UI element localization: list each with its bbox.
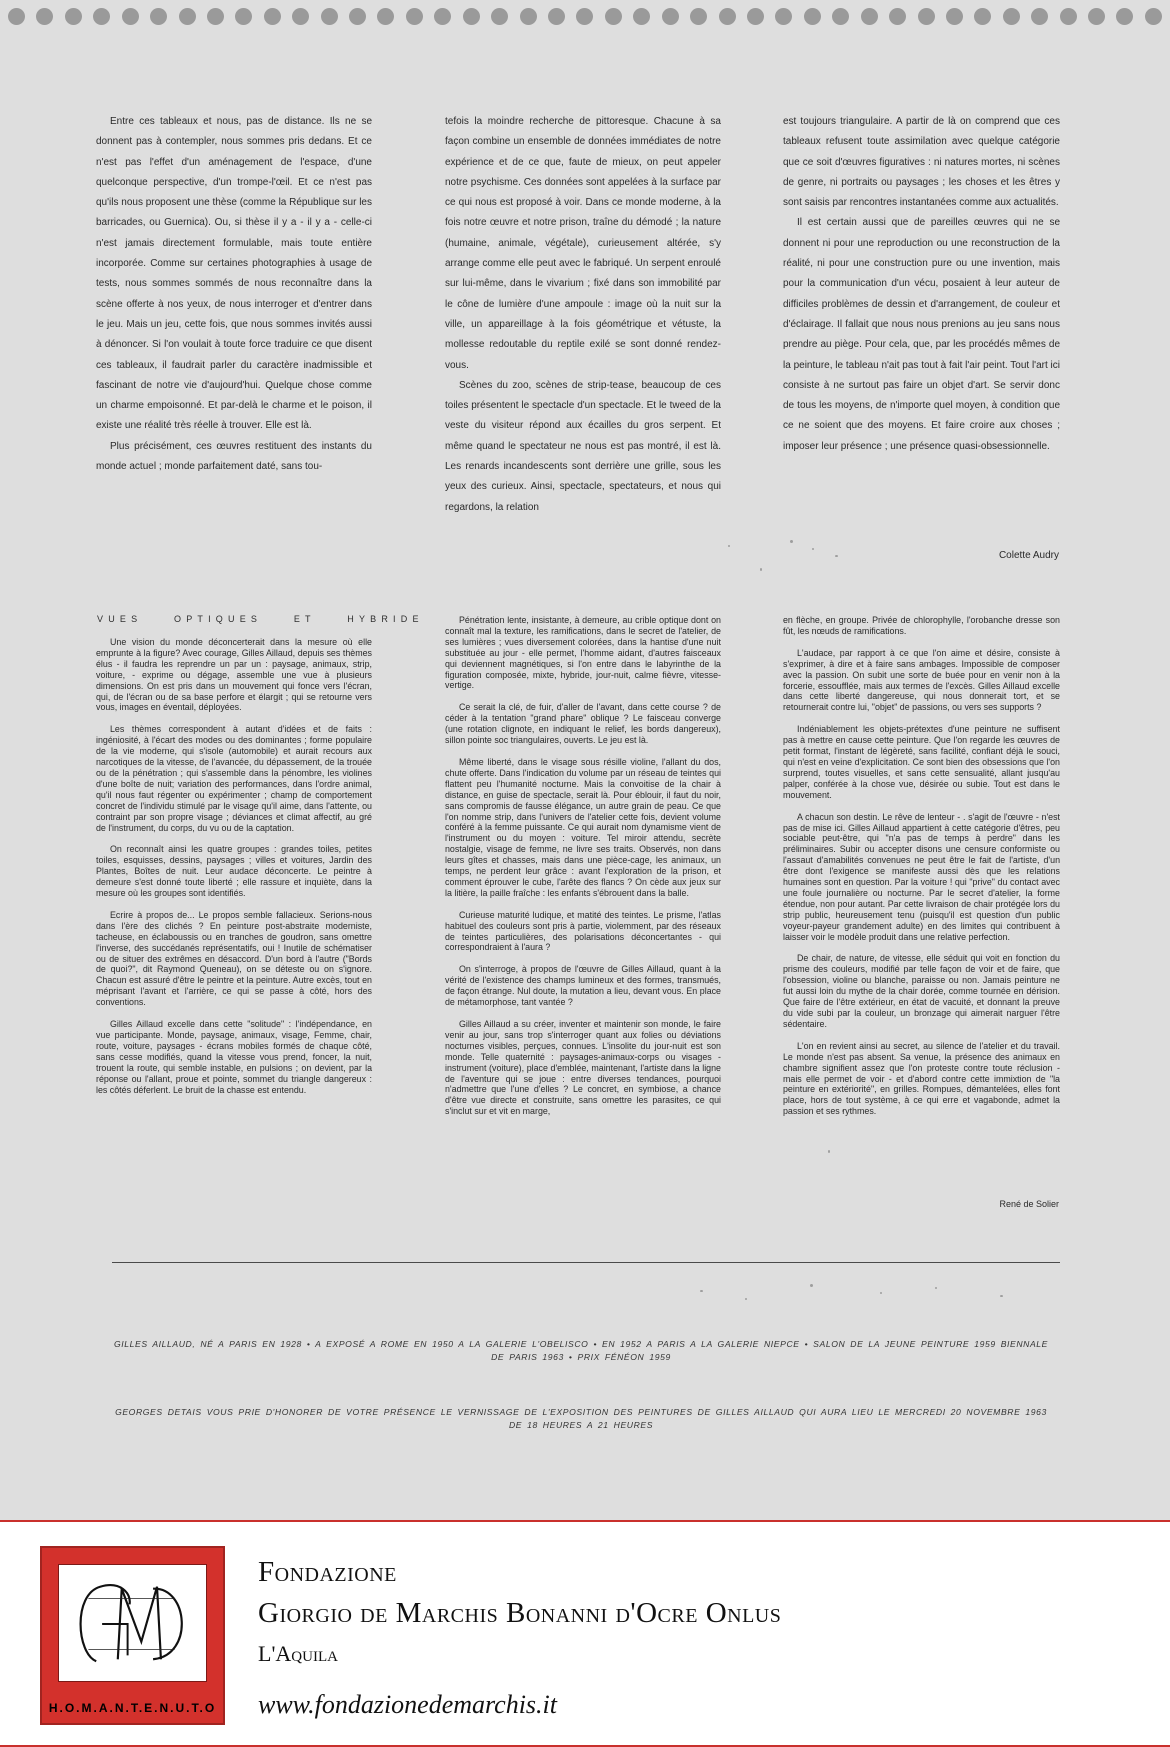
binder-hole: [1116, 8, 1133, 25]
paragraph: tefois la moindre recherche de pittoresque. Chacune à sa façon combine un ensemble de données immédiates de notre expérience et de ce que, faute de mieux, on peut appeler notre psychisme. Ces données sont appelées à la surface par ce qui nous est proposé à voir. Dans ce monde moderne, à la fois notre œuvre et notre prison, traîne du démodé ; la nature (humaine, animale, végétale), curieusement altérée, s'y arrange comme elle peut avec le fabriqué. Un serpent enroulé sur lui-même, dans le vivarium ; fixé dans son immobilité par le cône de lumière d'une ampoule : image où la nuit sur la ville, un appareillage à la fois géométrique et vétuste, la mollesse redoutable du reptile exilé se sont donné rendez-vous.: [445, 116, 721, 371]
vernissage-invitation: GEORGES DETAIS VOUS PRIE D'HONORER DE VOTRE PRÉSENCE LE VERNISSAGE DE L'EXPOSITION DES PEINTURES DE GILLES AILLAUD QUI AURA LIEU LE MERCREDI 20 NOVEMBRE 1963 DE 18 HEURES A 21 HEURES: [115, 1407, 1047, 1430]
binder-hole: [406, 8, 423, 25]
binder-hole: [974, 8, 991, 25]
binder-hole: [520, 8, 537, 25]
binder-hole: [150, 8, 167, 25]
signature-colette-audry: Colette Audry: [998, 550, 1059, 561]
org-name-line1: Fondazione: [258, 1556, 397, 1588]
org-name-line2: Giorgio de Marchis Bonanni d'Ocre Onlus: [258, 1597, 782, 1629]
binder-hole: [804, 8, 821, 25]
signature-rene-de-solier: René de Solier: [999, 1199, 1059, 1209]
paragraph: Ce serait la clé, de fuir, d'aller de l'avant, dans cette course ? de céder à la tentation "grand phare" oblique ? Le faisceau converge (une rotation clignote, en indiquant le relief, les bords dangereux), sillon pointe soc triangulaires, ouverts. Le jeu est là.: [445, 702, 721, 746]
paragraph: L'audace, par rapport à ce que l'on aime et désire, consiste à s'exprimer, à dire et à faire sans ambages. Impossible de composer avec la passion. On subit une sorte de buée pour en venir non à la forcerie, essoufflée, mais aux termes de l'excès. Gilles Aillaud excelle dans cette liberté dangereuse, qui nous donnerait tort, et se retournerait contre lui, "objet" de passions, ou vers ses supports ?: [783, 647, 1060, 713]
paragraph: Curieuse maturité ludique, et matité des teintes. Le prisme, l'atlas habituel des couleurs sont pris à partie, violemment, par des réseaux de teintes particulières, des polarisations déconcertantes - qui correspondraient à l'aura ?: [445, 909, 721, 953]
paragraph: Une vision du monde déconcerterait dans la mesure où elle emprunte à la figure? Avec courage, Gilles Aillaud, depuis ses thèmes élus - il faudra les reprendre un par un : paysage, animaux, strip, voiture, - exprime ou dégage, assemble une vue à plusieurs dimensions. On est pris dans un mouvement qui fonce vers l'écran, qui, de l'écran ou de sa base perfore et élargit ; qui se retourne vers vous, images en éventail, déployées.: [96, 637, 372, 713]
binder-hole: [719, 8, 736, 25]
paragraph: A chacun son destin. Le rêve de lenteur - . s'agit de l'œuvre - n'est pas de mise ici. Gilles Aillaud appartient à cette catégorie d'êtres, peu sociable peut-être, qui "n'a pas de temps à perdre" dans les préliminaires. Subir ou accepter disons une censure conformiste ou l'assaut d'amabilités convenues ne peut être le fait de l'artiste, d'un être dont l'exigence se manifeste aussi dès que les relations humaines sont en question. Par la voiture ! qui "prive" du contact avec une foule journalière ou nocturne. Par le secret d'atelier, la forme étendue, non pour autant. Par cette livraison de chair protégée lors du strip public, heureusement tenu (puisqu'il est question d'un public voyeur-payeur grandement adulte) en des limites qui contribuent à laisser voir le modèle produit dans une relative perfection.: [783, 811, 1060, 942]
paragraph: Plus précisément, ces œuvres restituent des instants du monde actuel ; monde parfaitement daté, sans tou-: [96, 440, 372, 473]
website-link[interactable]: www.fondazionedemarchis.it: [258, 1690, 557, 1719]
paragraph: en flèche, en groupe. Privée de chlorophylle, l'orobanche dresse son fût, les nœuds de ramifications.: [783, 615, 1060, 636]
paragraph: On reconnaît ainsi les quatre groupes : grandes toiles, petites toiles, esquisses, dessins, paysages ; villes et voitures, Jardin des Plantes, Boîtes de nuit. Leur audace déconcerte. Le peintre à demeure s'est donné toute liberté ; elle rassure et inquiète, dans la mesure où les groupes sont identifiés.: [96, 844, 372, 899]
binder-hole: [946, 8, 963, 25]
binder-hole: [1060, 8, 1077, 25]
paragraph: L'on en revient ainsi au secret, au silence de l'atelier et du travail. Le monde n'est pas absent. Sa venue, la présence des animaux en chambre signifient assez que l'on proteste contre toute réclusion - mais elle permet de voir - et d'abord contre cette immixtion de "la peinture en extériorité", en grilles. Rompues, démantelées, elles font place, hors de tout système, à ce qui erre et vagabonde, admet la passion et ses rythmes.: [783, 1040, 1060, 1117]
artist-biography: GILLES AILLAUD, NÉ A PARIS EN 1928 • A EXPOSÉ A ROME EN 1950 A LA GALERIE L'OBELISCO • EN 1952 A PARIS A LA GALERIE NIEPCE • SALON DE LA JEUNE PEINTURE 1959 BIENNALE DE PARIS 1963 • PRIX FÉNÉON 1959: [113, 1339, 1049, 1362]
binder-hole: [434, 8, 451, 25]
paragraph: Pénétration lente, insistante, à demeure, au crible optique dont on connaît mal la texture, les ramifications, dans le secret de l'atelier, de ses lumières ; vues diversement colorées, dans la hantise d'une nuit substituée au jour - elle permet, l'homme aidant, d'autres faisceaux qui deviennent magnétiques, si l'on entre dans le labyrinthe de la figuration composée, mixte, hybride, jour-nuit, calme fièvre, vitesse-vertige.: [445, 615, 721, 691]
binder-hole: [747, 8, 764, 25]
foundation-footer: [0, 1520, 1170, 1747]
binder-hole: [633, 8, 650, 25]
paragraph: Gilles Aillaud excelle dans cette "solitude" : l'indépendance, en vue participante. Monde, paysage, animaux, visage, Femme, chair, route, voiture, paysages - écrans mobiles formés de chaque côté, sans cesse modifiés, quand la vitesse vous prend, foncer, la nuit, trouent la route, qui semble instable, en pulsions ; on devient, par la réponse ou l'allant, proue et pointe, sommet du triangle dangereux : les côtés déferlent. Le bruit de la chasse est entendu.: [96, 1019, 372, 1095]
binder-hole: [1088, 8, 1105, 25]
binder-hole: [349, 8, 366, 25]
paragraph: Même liberté, dans le visage sous résille violine, l'allant du dos, chute offerte. Dans l'indication du volume par un réseau de teintes qui flattent peu l'humanité nocturne. Mais la convoitise de la chair à distance, en guise de spectacle, serait là. Pour éblouir, il faut du noir, sans compromis de fausse élégance, un autre grain de peau. Ce que l'on nomme strip, dans l'univers de l'atelier cette fois, devient volume conféré à la femme puissante. Ce qui aurait nom dynamisme vient de l'instrument ou du moyen : voiture. Tel miroir attendu, secrète nostalgie, visage de femme, ne livre ses traits. Observés, non dans leurs gîtes et chasses, mais dans une pièce-cage, les animaux, un temps, ne perdent leur grâce : avant l'exploration de la prison, et comment éprouver le cube, l'arête des flancs ? On cède aux jeux sur la litière, la paille fraîche : les enfants s'ébrouent dans la balle.: [445, 756, 721, 898]
binder-hole: [235, 8, 252, 25]
binder-hole: [1145, 8, 1162, 25]
binder-hole: [36, 8, 53, 25]
paragraph: Ecrire à propos de... Le propos semble fallacieux. Serions-nous dans l'ère des clichés ? En peinture post-abstraite moderniste, tacheuse, en éclaboussis ou en tranches de goudron, sans omettre l'inverse, des succédanés représentatifs, oui ! Inutile de schématiser ou de situer des extrêmes en désaccord. D'un bord à l'autre ("Bords de quoi?", dit Raymond Queneau), on se déteste ou on s'ignore. Chacun est assuré d'être le peintre et la peinture. Autre excès, tout en méprisant l'avant et l'arrière, ce qui se passe à côté, hors des conventions.: [96, 909, 372, 1008]
monogram-icon: [58, 1564, 207, 1682]
divider: [112, 1262, 1060, 1263]
paragraph: Indéniablement les objets-prétextes d'une peinture ne suffisent pas à mettre en cause cette peinture. Que l'on regarde les œuvres de petit format, l'instant de légèreté, sans facilité, confiant déjà le souci, qui n'est en veine d'explicitation. Ce sont bien des obsessions que l'on surprend, toutes visuelles, et sans cette sensualité, allant jusqu'au palper, conférée à la chose vue, désirée ou subie. Tout est dans le mouvement.: [783, 724, 1060, 800]
paragraph: Les thèmes correspondent à autant d'idées et de faits : ingéniosité, à l'écart des modes ou des dominantes ; forme populaire de la vie moderne, qui s'isole (automobile) et aurait recours aux narcotiques de la vitesse, de l'avancée, du dépassement, de la trouée ou de la pénétration ; qui s'assemble dans la pénombre, les violines d'une boîte de nuit; variation des performances, dans l'ordre animal, qu'il nous faut régenter ou expérimenter ; champ de comportement concret de l'individu stimulé par le visage qu'il aime, dans l'attente, ou contraint par son propre visage ; déviances et climat affectif, au gré de l'instrument, du corps, du vu ou de la captation.: [96, 724, 372, 833]
binder-hole: [889, 8, 906, 25]
binder-hole: [463, 8, 480, 25]
binder-hole: [321, 8, 338, 25]
binder-hole: [605, 8, 622, 25]
logo-caption: H.O.M.A.N.T.E.N.U.T.O: [48, 1701, 217, 1715]
binder-hole: [576, 8, 593, 25]
footer-top-rule: [0, 1520, 1170, 1522]
paragraph: est toujours triangulaire. A partir de là on comprend que ces tableaux refusent toute assimilation avec quelque catégorie que ce soit d'œuvres figuratives : ni natures mortes, ni scènes de genre, ni portraits ou paysages ; les choses et les êtres y sont saisis par rencontres instantanées comme aux actualités.: [783, 116, 1060, 209]
binder-hole: [775, 8, 792, 25]
binder-hole: [1031, 8, 1048, 25]
article2-column-2: [445, 615, 721, 1117]
article1-column-2: [445, 112, 721, 518]
binder-hole: [548, 8, 565, 25]
binder-hole: [1003, 8, 1020, 25]
binder-hole: [662, 8, 679, 25]
article1-column-1: [96, 112, 372, 477]
binder-hole: [377, 8, 394, 25]
binder-hole: [491, 8, 508, 25]
article2-heading: VUES OPTIQUES ET HYBRIDE: [97, 614, 424, 624]
article2-column-3: [783, 615, 1060, 1117]
paragraph: Entre ces tableaux et nous, pas de distance. Ils ne se donnent pas à contempler, nous sommes pris dedans. Et ce n'est pas l'effet d'un aménagement de l'espace, d'une quelconque perspective, d'un trompe-l'œil. Et ce n'est pas qu'ils nous proposent une thèse (comme la République sur les barricades, ou Guernica). Ou, si thèse il y a - il y a - celle-ci n'est jamais directement formulable, mais toute entière incorporée. Comme sur certaines photographies à usage de tests, nous sommes sommés de nous reconnaître dans la scène offerte à nos yeux, de nous interroger et d'entrer dans le jeu. Mais un jeu, cette fois, que nous sommes invités aussi à dénoncer. Si l'on voulait à toute force traduire ce que disent ces tableaux, il faudrait parler du caractère inadmissible et fascinant de notre vie d'aujourd'hui. Quelque chose comme un charme empoisonné. Et par-delà le charme et le poison, il existe une réalité très réelle à trouver. Elle est là.: [96, 116, 372, 432]
org-city: L'Aquila: [258, 1641, 338, 1666]
binder-hole: [93, 8, 110, 25]
binder-hole: [918, 8, 935, 25]
paragraph: Gilles Aillaud a su créer, inventer et maintenir son monde, le faire venir au jour, sans trop s'interroger quant aux folies ou déviations nocturnes visibles, perçues, connues. L'insolite du jour-nuit est son monde. Telle quaternité : paysages-animaux-corps ou visages - instrument (voiture), place d'emblée, maintenant, l'artiste dans la ligne de l'aventure qui se joue : entre diverses tendances, pourquoi n'admettre que l'une d'elles ? Le concret, en symbiose, a chance d'être vue directe et construite, sans omettre les parasites, ce qui s'inclut sur et vit en marge,: [445, 1019, 721, 1117]
binder-hole: [8, 8, 25, 25]
binder-hole: [690, 8, 707, 25]
paragraph: De chair, de nature, de vitesse, elle séduit qui voit en fonction du prisme des couleurs, modifié par telle façon de voir et de faire, que l'obsession, violine ou blanche, paraisse ou non. Jamais peinture ne fut aussi loin du mythe de la chair dorée, comme tournée en dérision. Que faire de l'être extérieur, en état de vacuité, et donnant la preuve du vide subi par la couleur, un bronzage qui aimerait narguer l'être sédentaire.: [783, 953, 1060, 1029]
foundation-logo: [40, 1546, 225, 1725]
binder-hole: [861, 8, 878, 25]
binder-holes: [8, 6, 1162, 26]
binder-hole: [122, 8, 139, 25]
binder-hole: [292, 8, 309, 25]
article1-column-3: [783, 112, 1060, 457]
paragraph: On s'interroge, à propos de l'œuvre de Gilles Aillaud, quant à la vérité de l'existence des champs lumineux et des formes, transmués, de façon étrange. Nul doute, la mutation a lieu, devant vous. En place de métamorphose, tant vantée ?: [445, 964, 721, 1008]
paragraph: Il est certain aussi que de pareilles œuvres qui ne se donnent ni pour une reproduction ou une reconstruction de la réalité, ni pour une construction pure ou une invention, mais pour la communication d'un vécu, posaient à leur auteur de difficiles problèmes de dessin et d'arrangement, de couleur et d'éclairage. Il fallait que nous nous prenions au jeu sans nous prendre au piège. Pour cela, que, par les procédés mêmes de la peinture, le tableau n'ait pas tout à fait l'air peint. Tout l'art ici consiste à ne surtout pas faire un objet d'art. Se servir donc de tous les moyens, de n'importe quel moyen, à condition que ce ne soient que des moyens. Et faire croire aux choses ; imposer leur présence ; une présence quasi-obsessionnelle.: [783, 217, 1060, 452]
article2-column-1: [96, 637, 372, 1095]
paragraph: Scènes du zoo, scènes de strip-tease, beaucoup de ces toiles présentent le spectacle d'un spectacle. Et le tweed de la veste du visiteur répond aux écailles du gros serpent. Et même quand le spectateur ne nous est pas montré, il est là. Les renards incandescents sont derrière une grille, sous les yeux des curieux. Ainsi, spectacle, spectateurs, et nous qui regardons, la relation: [445, 379, 721, 513]
binder-hole: [832, 8, 849, 25]
binder-hole: [207, 8, 224, 25]
binder-hole: [179, 8, 196, 25]
binder-hole: [264, 8, 281, 25]
binder-hole: [65, 8, 82, 25]
